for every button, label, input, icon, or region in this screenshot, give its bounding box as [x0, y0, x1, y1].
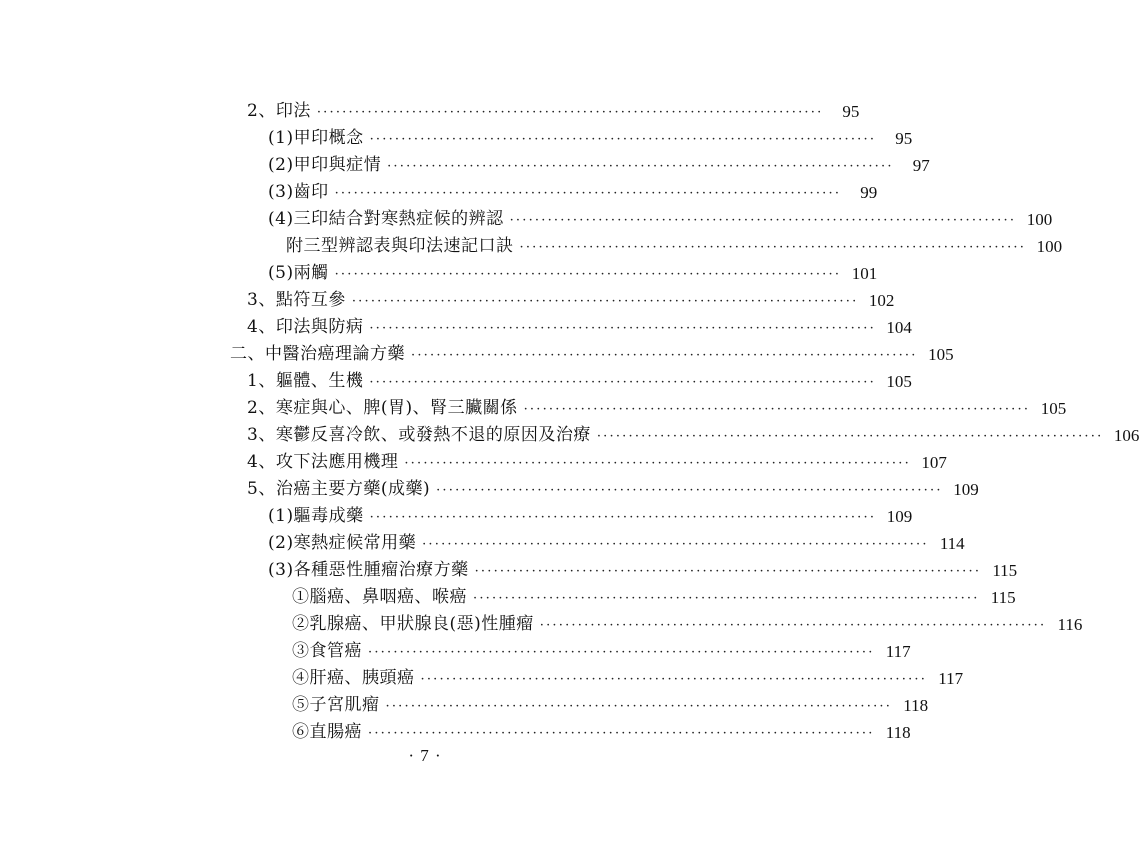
- toc-entry-title: 2、寒症與心、脾(胃)、腎三臟關係: [247, 398, 518, 418]
- toc-entry-title: ④肝癌、胰頭癌: [292, 668, 415, 688]
- dot-leader: ················································································: [368, 645, 875, 660]
- toc-entry-title: (1)甲印概念: [268, 128, 364, 148]
- toc-entry-title: (5)兩觸: [268, 263, 329, 283]
- toc-entry-page: 102: [868, 291, 895, 310]
- toc-entry: [268, 260, 878, 287]
- dot-leader: ················································································: [369, 375, 876, 390]
- toc-entry-title: (2)甲印與症情: [268, 155, 382, 175]
- dot-leader: ················································································: [387, 159, 894, 174]
- toc-entry: [268, 557, 1018, 584]
- dot-leader: ················································································: [368, 726, 875, 741]
- dot-leader: ················································································: [334, 186, 842, 201]
- dot-leader: ················································································: [316, 105, 824, 120]
- dot-leader: ················································································: [422, 537, 929, 552]
- toc-entry: [292, 665, 964, 692]
- toc-entry-title: 4、攻下法應用機理: [247, 452, 399, 472]
- toc-entry: [268, 179, 878, 206]
- toc-entry-title: 3、寒鬱反喜冷飲、或發熱不退的原因及治療: [247, 425, 591, 445]
- toc-entry-title: 二、中醫治癌理論方藥: [230, 344, 405, 364]
- toc-entry-title: (2)寒熱症候常用藥: [268, 533, 417, 553]
- toc-entry-title: 附三型辨認表與印法速記口訣: [286, 236, 514, 256]
- toc-entry: [292, 692, 929, 719]
- dot-leader: ················································································: [596, 429, 1104, 444]
- dot-leader: ················································································: [369, 132, 877, 147]
- dot-leader: ················································································: [474, 564, 982, 579]
- toc-entry: [292, 719, 911, 746]
- dot-leader: ················································································: [404, 456, 911, 471]
- toc-entry-page: 118: [903, 696, 929, 715]
- toc-entry: [230, 341, 954, 368]
- toc-entry: [286, 233, 1063, 260]
- toc-entry-title: (4)三印結合對寒熱症候的辨認: [268, 209, 504, 229]
- dot-leader: ················································································: [369, 510, 877, 525]
- toc-entry-title: 1、軀體、生機: [247, 371, 364, 391]
- dot-leader: ················································································: [411, 348, 918, 363]
- toc-entry-title: ③食管癌: [292, 641, 362, 661]
- toc-entry: [292, 584, 1016, 611]
- toc-entry-page: 106: [1113, 426, 1139, 445]
- toc-entry: [268, 206, 1053, 233]
- dot-leader: ················································································: [420, 672, 928, 687]
- toc-entry: [247, 449, 947, 476]
- toc-entry-page: 105: [886, 372, 912, 391]
- toc-entry-title: 5、治癌主要方藥(成藥): [247, 479, 431, 499]
- toc-entry-title: ⑥直腸癌: [292, 722, 362, 742]
- toc-entry-page: 100: [1036, 237, 1063, 256]
- toc-entry-title: ①腦癌、鼻咽癌、喉癌: [292, 587, 467, 607]
- toc-entry-page: 109: [886, 507, 913, 526]
- toc-entry: [247, 314, 912, 341]
- toc-entry-page: 114: [939, 534, 965, 553]
- dot-leader: ················································································: [539, 618, 1047, 633]
- toc-entry: [247, 422, 1139, 449]
- toc-entry-page: 107: [921, 453, 947, 472]
- toc-entry-page: 95: [895, 129, 913, 148]
- toc-entry-page: 99: [860, 183, 878, 202]
- toc-entry-page: 95: [842, 102, 860, 121]
- toc-entry: [268, 530, 965, 557]
- toc-entry-page: 117: [938, 669, 964, 688]
- toc-entry-page: 109: [953, 480, 979, 499]
- toc-entry: [247, 287, 895, 314]
- dot-leader: ················································································: [473, 591, 980, 606]
- toc-entry: [268, 152, 930, 179]
- toc-entry-page: 104: [886, 318, 912, 337]
- dot-leader: ················································································: [385, 699, 893, 714]
- toc-entry-page: 105: [1040, 399, 1067, 418]
- toc-entry: [292, 638, 911, 665]
- toc-entry-page: 116: [1057, 615, 1083, 634]
- toc-entry: [247, 98, 860, 125]
- toc-entry-title: ②乳腺癌、甲狀腺良(惡)性腫瘤: [292, 614, 534, 634]
- dot-leader: ················································································: [509, 213, 1017, 228]
- toc-entry: [247, 395, 1067, 422]
- dot-leader: ················································································: [523, 402, 1031, 417]
- toc-entry-page: 105: [928, 345, 954, 364]
- dot-leader: ················································································: [519, 240, 1027, 255]
- toc-entry-page: 117: [885, 642, 911, 661]
- toc-entry-page: 100: [1026, 210, 1053, 229]
- toc-entry-title: 4、印法與防病: [247, 317, 364, 337]
- dot-leader: ················································································: [334, 267, 842, 282]
- toc-entry-page: 118: [885, 723, 911, 742]
- toc-entry-title: 3、點符互參: [247, 290, 346, 310]
- toc-entry: [268, 125, 913, 152]
- toc-entry-title: (3)齒印: [268, 182, 329, 202]
- toc-entry-page: 97: [912, 156, 930, 175]
- toc-entry-page: 101: [851, 264, 878, 283]
- page-number: · 7 ·: [408, 746, 442, 765]
- toc-entry-page: 115: [990, 588, 1016, 607]
- toc-entry-title: 2、印法: [247, 101, 311, 121]
- toc-entry-title: (1)驅毒成藥: [268, 506, 364, 526]
- toc-entry-title: ⑤子宮肌瘤: [292, 695, 380, 715]
- toc-entry-title: (3)各種惡性腫瘤治療方藥: [268, 560, 469, 580]
- dot-leader: ················································································: [369, 321, 876, 336]
- dot-leader: ················································································: [436, 483, 943, 498]
- toc-entry: [292, 611, 1083, 638]
- toc-entry: [247, 368, 912, 395]
- toc-entry: [268, 503, 913, 530]
- toc-entry-page: 115: [992, 561, 1018, 580]
- dot-leader: ················································································: [351, 294, 859, 309]
- toc-entry: [247, 476, 979, 503]
